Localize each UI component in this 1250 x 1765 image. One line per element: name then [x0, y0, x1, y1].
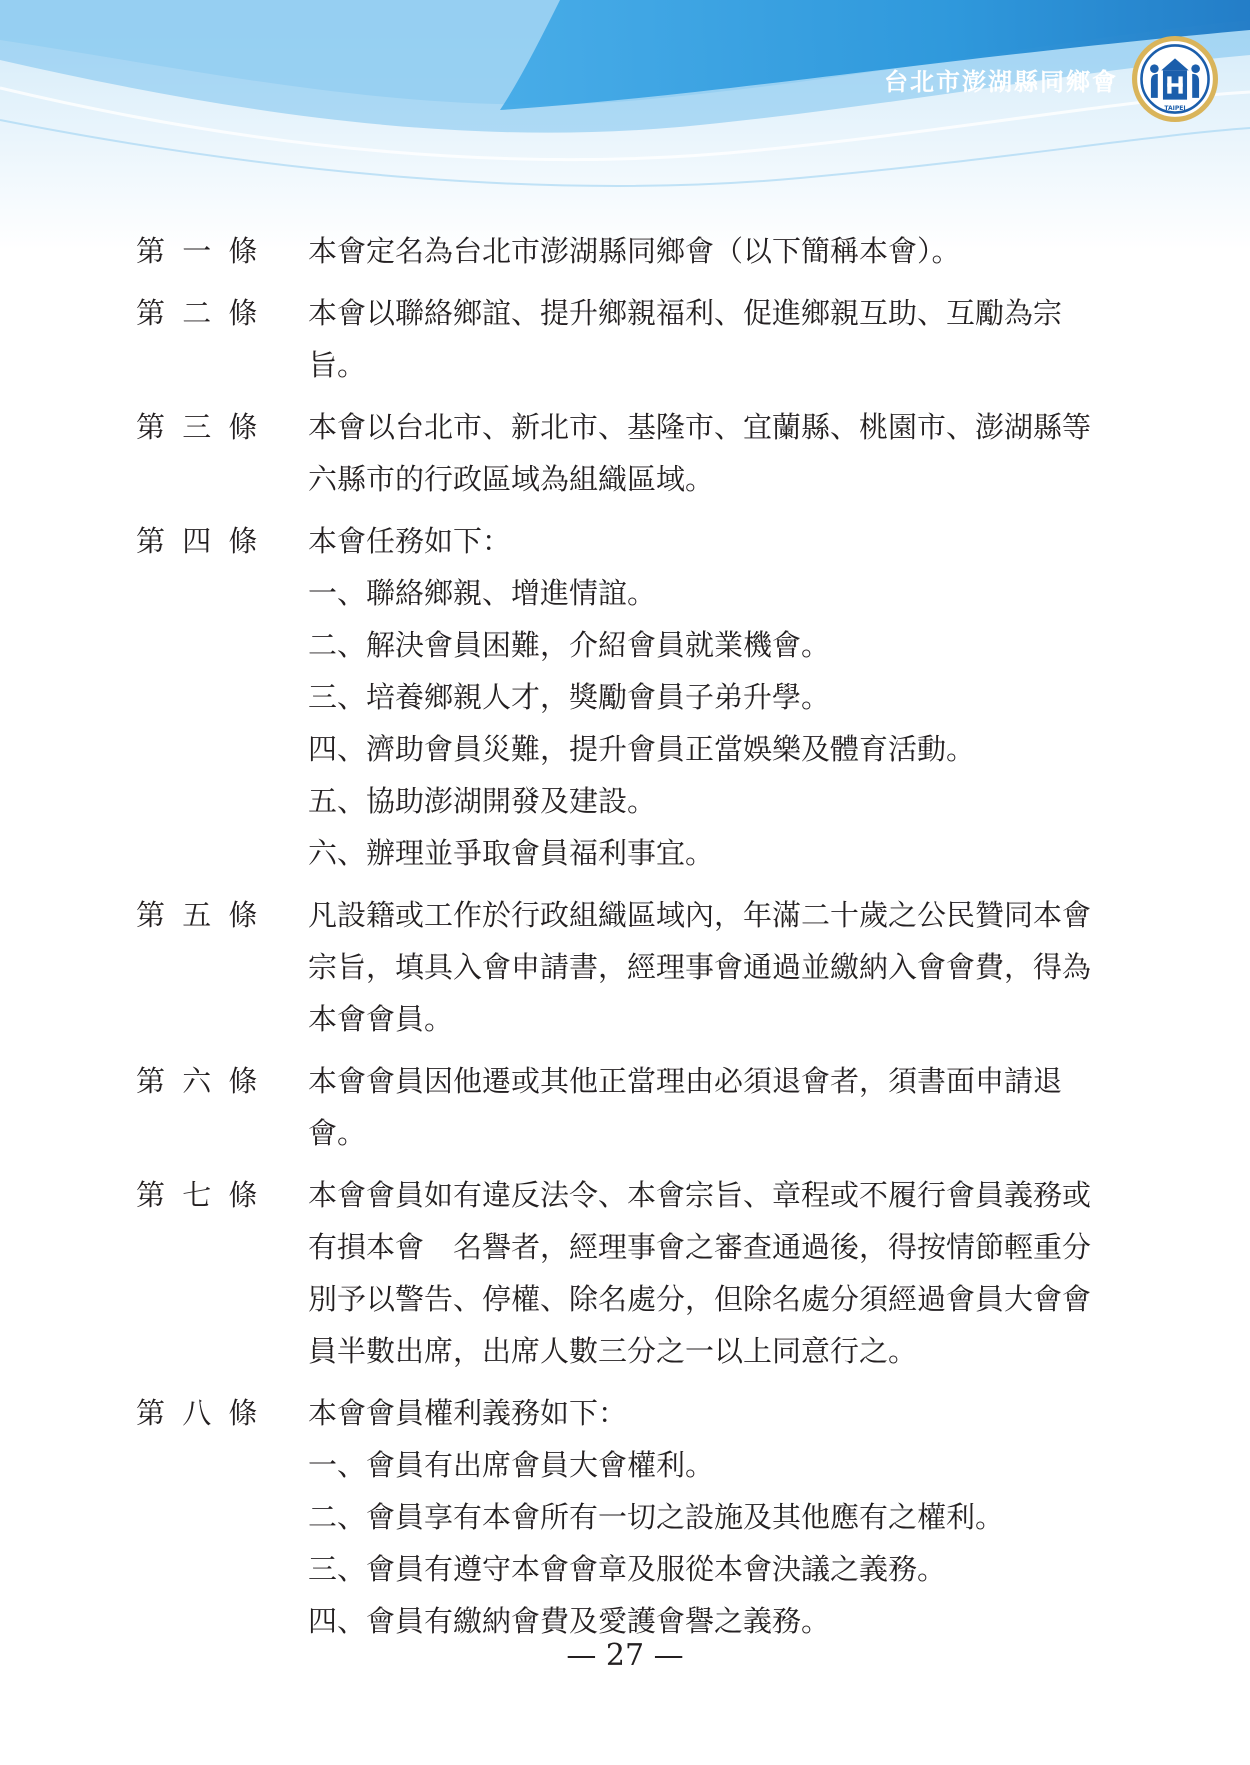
article-text: 本會任務如下： — [308, 524, 512, 558]
list-item: 三、培養鄉親人才，獎勵會員子弟升學。 — [308, 680, 831, 714]
article-label: 第 三 條 — [136, 410, 262, 444]
list-item: 五、協助澎湖開發及建設。 — [308, 784, 657, 818]
article-label: 第 二 條 — [136, 296, 262, 330]
article — [136, 889, 1116, 1045]
org-name: 台北市澎湖縣同鄉會 — [884, 68, 1118, 96]
article — [136, 515, 1116, 879]
list-item: 一、聯絡鄉親、增進情誼。 — [308, 576, 657, 610]
article-text: 本會會員如有違反法令、本會宗旨、章程或不履行會員義務或有損本會 名譽者，經理事會之審查通過後，得按情節輕重分別予以警告、停權、除名處分，但除名處分須經過會員大會會員半數出席，出席人數三分之一以上同意行之。 — [308, 1178, 1092, 1368]
article-label: 第 一 條 — [136, 234, 262, 268]
article-label: 第 七 條 — [136, 1178, 262, 1212]
list-item: 二、會員享有本會所有一切之設施及其他應有之權利。 — [308, 1500, 1005, 1534]
article — [136, 287, 1116, 391]
article-text: 本會會員權利義務如下： — [308, 1396, 628, 1430]
list-item: 四、濟助會員災難，提升會員正當娛樂及體育活動。 — [308, 732, 976, 766]
bylaws-content — [136, 225, 1116, 1657]
article-label: 第 六 條 — [136, 1064, 262, 1098]
article-body — [308, 225, 1106, 277]
page-number: — 27 — — [566, 1638, 684, 1673]
header-wave-banner — [0, 0, 1250, 250]
list-item: 四、會員有繳納會費及愛護會譽之義務。 — [308, 1604, 831, 1638]
article-body — [308, 1055, 1106, 1159]
article-body — [308, 1169, 1106, 1377]
article-text: 本會會員因他遷或其他正當理由必須退會者，須書面申請退會。 — [308, 1064, 1063, 1150]
list-item: 三、會員有遵守本會會章及服從本會決議之義務。 — [308, 1552, 947, 1586]
article — [136, 1387, 1116, 1647]
article-body — [308, 515, 1106, 879]
article-text: 凡設籍或工作於行政組織區域內，年滿二十歲之公民贊同本會宗旨，填具入會申請書，經理事會通過並繳納入會會費，得為本會會員。 — [308, 898, 1092, 1036]
article-label: 第 五 條 — [136, 898, 262, 932]
article-text: 本會定名為台北市澎湖縣同鄉會（以下簡稱本會）。 — [308, 234, 961, 268]
article-body — [308, 401, 1106, 505]
article-body — [308, 287, 1106, 391]
list-item: 二、解決會員困難，介紹會員就業機會。 — [308, 628, 831, 662]
logo-text: TAIPEI — [1164, 104, 1186, 112]
article — [136, 401, 1116, 505]
article — [136, 1169, 1116, 1377]
article-body — [308, 889, 1106, 1045]
article-label: 第 八 條 — [136, 1396, 262, 1430]
article — [136, 225, 1116, 277]
article-body — [308, 1387, 1106, 1647]
list-item: 六、辦理並爭取會員福利事宜。 — [308, 836, 715, 870]
article-text: 本會以台北市、新北市、基隆市、宜蘭縣、桃園市、澎湖縣等六縣市的行政區域為組織區域。 — [308, 410, 1092, 496]
article-label: 第 四 條 — [136, 524, 262, 558]
article — [136, 1055, 1116, 1159]
association-logo-icon — [1132, 36, 1218, 122]
article-text: 本會以聯絡鄉誼、提升鄉親福利、促進鄉親互助、互勵為宗旨。 — [308, 296, 1063, 382]
list-item: 一、會員有出席會員大會權利。 — [308, 1448, 715, 1482]
